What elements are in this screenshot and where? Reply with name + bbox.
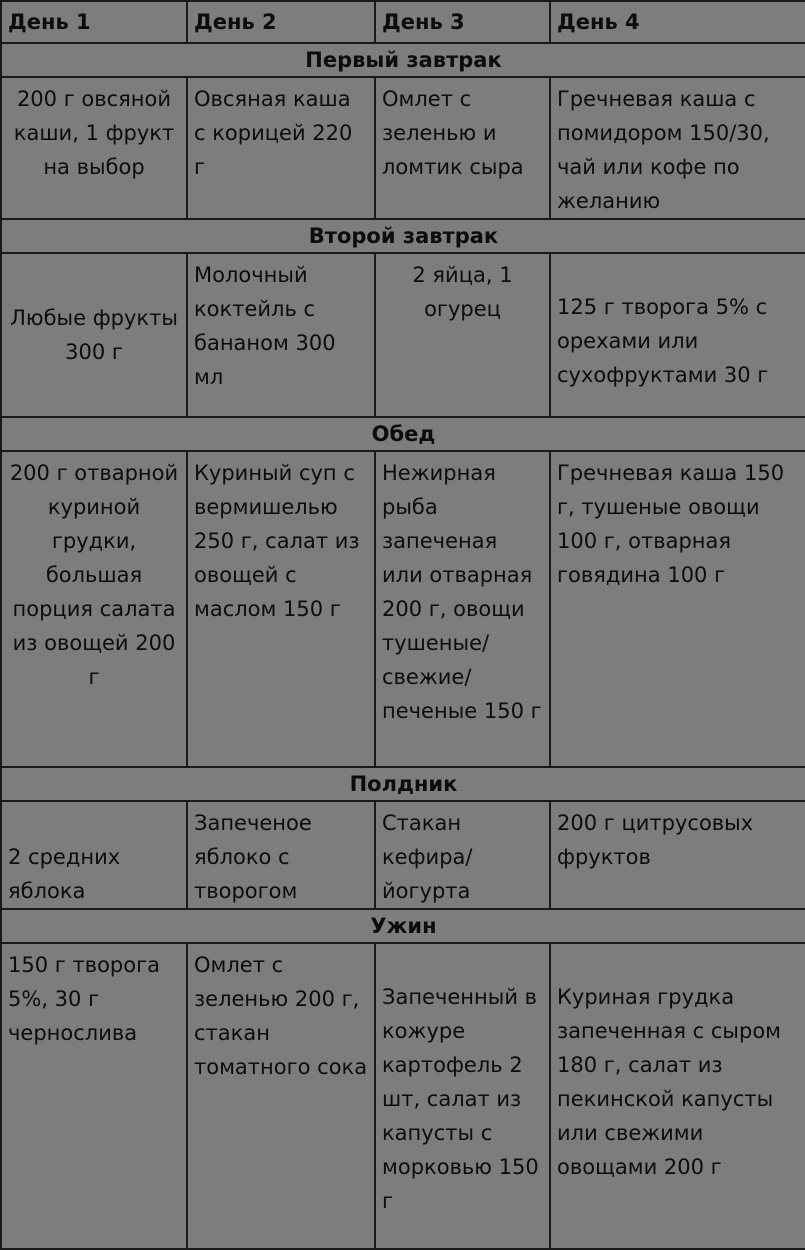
section-row-breakfast2: [1, 219, 805, 253]
cell-breakfast1-day1: 200 г овсяной каши, 1 фрукт на выбор: [1, 77, 187, 219]
cell-dinner-day2: Омлет с зеленью 200 г, стакан томатного сока: [187, 943, 375, 1249]
section-title-snack: Полдник: [1, 767, 805, 801]
section-title-breakfast2: Второй завтрак: [1, 219, 805, 253]
section-row-breakfast1: [1, 43, 805, 77]
day-1-header: День 1: [1, 1, 187, 43]
table-row-breakfast1: [1, 77, 805, 219]
cell-snack-day3: Стакан кефира/ йогурта: [375, 801, 550, 909]
section-title-lunch: Обед: [1, 417, 805, 451]
day-3-header: День 3: [375, 1, 550, 43]
section-title-breakfast1: Первый завтрак: [1, 43, 805, 77]
day-2-header: День 2: [187, 1, 375, 43]
section-row-lunch: [1, 417, 805, 451]
cell-dinner-day4: Куриная грудка запеченная с сыром 180 г, салат из пекинской капусты или свежими овощами 200 г: [550, 943, 805, 1249]
cell-dinner-day1: 150 г творога 5%, 30 г чернослива: [1, 943, 187, 1249]
cell-breakfast2-day2: Молочный коктейль с бананом 300 мл: [187, 253, 375, 417]
section-title-dinner: Ужин: [1, 909, 805, 943]
cell-snack-day2: Запеченое яблоко с творогом: [187, 801, 375, 909]
day-4-header: День 4: [550, 1, 805, 43]
cell-breakfast1-day4: Гречневая каша с помидором 150/30, чай или кофе по желанию: [550, 77, 805, 219]
cell-lunch-day1: 200 г отварной куриной грудки, большая порция салата из овощей 200 г: [1, 451, 187, 767]
cell-breakfast2-day4: 125 г творога 5% с орехами или сухофруктами 30 г: [550, 253, 805, 417]
table-row-lunch: [1, 451, 805, 767]
header-row: [1, 1, 805, 43]
cell-breakfast2-day1: Любые фрукты 300 г: [1, 253, 187, 417]
cell-dinner-day3: Запеченный в кожуре картофель 2 шт, салат из капусты с морковью 150 г: [375, 943, 550, 1249]
cell-breakfast1-day3: Омлет с зеленью и ломтик сыра: [375, 77, 550, 219]
cell-breakfast1-day2: Овсяная каша с корицей 220 г: [187, 77, 375, 219]
cell-lunch-day3: Нежирная рыба запеченая или отварная 200 г, овощи тушеные/ свежие/ печеные 150 г: [375, 451, 550, 767]
table-row-snack: [1, 801, 805, 909]
section-row-dinner: [1, 909, 805, 943]
cell-snack-day4: 200 г цитрусовых фруктов: [550, 801, 805, 909]
table-row-breakfast2: [1, 253, 805, 417]
section-row-snack: [1, 767, 805, 801]
table-row-dinner: [1, 943, 805, 1249]
cell-snack-day1: 2 средних яблока: [1, 801, 187, 909]
cell-lunch-day2: Куриный суп с вермишелью 250 г, салат из овощей с маслом 150 г: [187, 451, 375, 767]
cell-breakfast2-day3: 2 яйца, 1 огурец: [375, 253, 550, 417]
cell-lunch-day4: Гречневая каша 150 г, тушеные овощи 100 г, отварная говядина 100 г: [550, 451, 805, 767]
